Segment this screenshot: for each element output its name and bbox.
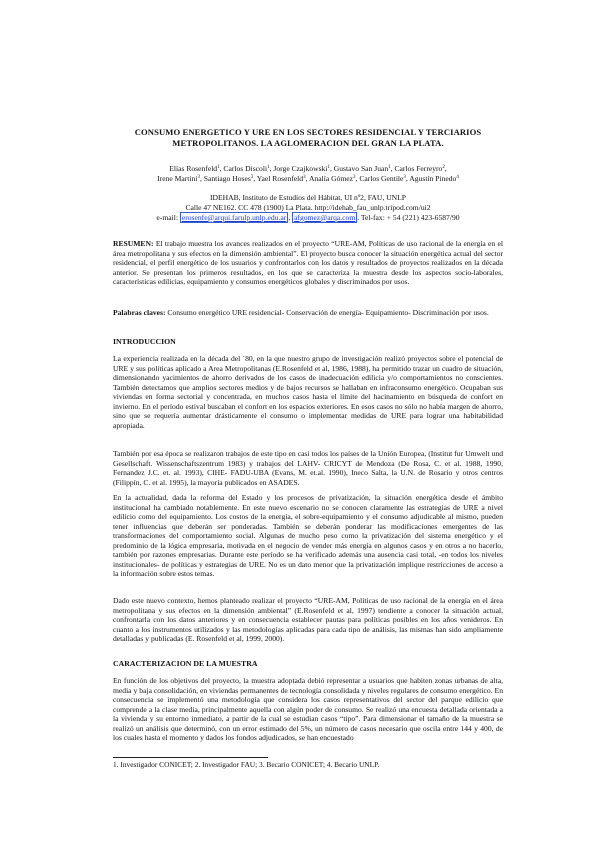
author: Agustín Pinedo (409, 173, 457, 183)
email-label: e-mail: (156, 212, 178, 222)
abstract-label: RESUMEN: (113, 239, 154, 248)
author: Irene Martini (157, 173, 198, 183)
author: Santiago Hoses (203, 173, 251, 183)
keywords-label: Palabras claves: (113, 308, 166, 317)
keywords-text: Consumo energético URE residencial- Conservación de energía- Equipamiento- Discriminación por usos. (167, 308, 489, 317)
keywords (113, 308, 503, 318)
author: Carlos Gentile (359, 173, 404, 183)
author: Gustavo San Juan (333, 164, 389, 173)
author-line-1: Elías Rosenfeld$^1$, Carlos Discoli$^1$, Jorge Czajkowski$^1$, Gustavo San Juan$^1$, Carlos Ferreyro$^2$, (169, 164, 447, 173)
author: Analía Gómez (308, 173, 354, 183)
intro-paragraph-2: También por esa época se realizaron trabajos de este tipo en casi todos los países de la Unión Europea, (Institut fur Umwelt und Gesellschaft. Wissenschaftszentrum 1983) y trabajos del LAHV- CRICYT de Mendoza (De Rosa, C. et al. 1988, 1990, Fernandez J.C. et. al. 1993), CIHE- FADU-UBA (Evans, M. et.al. 1990), Ineco Salta, la U.N. de Rosario y otros centros (Filippín, C. et al. 1995), la mayoría publicados en ASADES. (113, 449, 503, 487)
section-heading-introduccion: INTRODUCCION (113, 337, 176, 346)
author: Jorge Czajkowski (273, 164, 328, 173)
affiliation-line-1: IDEHAB, Instituto de Estudios del Hábitat, UI nº2, FAU, UNLP (209, 193, 407, 202)
intro-paragraph-3: En la actualidad, dada la reforma del Estado y los procesos de privatización, la situación energética desde el ámbito institucional ha cambiado notablemente. En este nuevo escenario no se conocen claramente las estrategias de URE a nivel edilicio como del equipamiento. Los costos de la energía, el sobre-equipamiento y el consumo adjudicable al mismo, pueden tener influencias que deberán ser ponderadas. También se deberán ponderar las modificaciones emergentes de las transformaciones del comportamiento social. Algunas de mucho peso como la privatización del sistema energético y el predominio de la lógica empresaria, motivada en el negocio de vender más energía en algunos casos y en otros a no hacerlo, también por razones empresarias. Durante este período se ha verificado además una ausencia casi total, -en todos los niveles institucionales- de políticas y estrategias de URE. No es un dato menor que la privatización implique restricciones de acceso a la información sobre estos temas. (113, 493, 503, 578)
author: Yael Rosenfeld (256, 173, 304, 183)
paper-title (113, 127, 503, 148)
intro-paragraph-1: La experiencia realizada en la década del ´80, en la que nuestro grupo de investigación realizó proyectos sobre el potencial de URE y sus políticas aplicado a Area Metropolitanas (E.Rosenfeld et al, 1986, 1988), ha permitido trazar un cuadro de situación, dimensionando yacimientos de ahorro derivados de los casos de inadecuación edilicia y/o comportamientos no conscientes. También detectamos que amplios sectores medios y de bajos recursos se hallaban en infraconsumo energético. Ocupaban sus viviendas en forma sectorial y concentrada, en muchos casos hasta el límite del hacinamiento en búsqueda de confort en invierno. En el período estival buscaban el confort en los espacios exteriores. En esos casos no sólo no había margen de ahorro, sino que se requería aumentar drásticamente el consumo o implementar medidas de URE para lograr una habitabilidad apropiada. (113, 354, 503, 430)
affiliation (113, 193, 503, 222)
author: Carlos Discoli (223, 164, 268, 173)
author: Carlos Ferreyro (394, 164, 443, 173)
abstract (113, 239, 503, 287)
carac-paragraph-1: En función de los objetivos del proyecto, la muestra adoptada debió representar a usuarios que habiten zonas urbanas de alta, media y baja consolidación, en viviendas permanentes de tecnología consolidada y niveles regulares de consumo energético. En consecuencia se implementó una metodología que considera los casos representativos del sector del parque edilicio que comprende a la clase media, principalmente aquella con algún poder de consumo. Se realizó una encuesta detallada orientada a la vivienda y su entorno inmediato, a partir de la cual se estudian casos “tipo”. Para dimensionar el tamaño de la muestra se realizó un análisis que determinó, con un error estimado del 5%, un número de casos necesario que oscila entre 144 y 400, de los cuales hasta el momento y dados los fondos adjudicados, se han encuestado (113, 676, 503, 742)
title-line-2: METROPOLITANOS. LA AGLOMERACION DEL GRAN LA PLATA. (172, 137, 444, 148)
title-line-1: CONSUMO ENERGETICO Y URE EN LOS SECTORES RESIDENCIAL Y TERCIARIOS (134, 127, 482, 137)
author-list (113, 164, 503, 184)
footnote-divider (113, 757, 268, 758)
contact-line: e-mail: erosenfe@arqui.farulp.unlp.edu.ar , afgomez@arqa.com . Tel-fax: + 54 (221) 423-6587/90 (156, 212, 460, 222)
footnote: 1. Investigador CONICET; 2. Investigador FAU; 3. Becario CONICET; 4. Becario UNLP. (113, 760, 380, 769)
author-line-2: Irene Martini$^3$, Santiago Hoses$^3$, Yael Rosenfeld$^3$, Analía Gómez$^3$, Carlos Gentile$^3$, Agustín Pinedo$^4$ (157, 173, 459, 183)
author: Elías Rosenfeld (169, 164, 218, 173)
section-heading-caracterizacion: CARACTERIZACION DE LA MUESTRA (113, 659, 258, 668)
intro-paragraph-4: Dado este nuevo contexto, hemos planteado realizar el proyecto “URE-AM, Políticas de uso racional de la energía en el área metropolitana y sus efectos en la dimensión ambiental” (E.Rosenfeld et al, 1997) tendiente a conocer la situación actual, confrontarla con los datos anteriores y en consecuencia establecer pautas para políticas posibles en los años venideros. En cuanto a los instrumentos utilizados y las metodologías aplicadas para cada tipo de análisis, las mismas han sido ampliamente detalladas y publicadas (E. Rosenfeld et al, 1999, 2000). (113, 596, 503, 643)
abstract-text: El trabajo muestra los avances realizados en el proyecto “URE-AM, Políticas de uso racional de la energía en el área metropolitana y sus efectos en la dimensión ambiental”. El proyecto busca conocer la situación energética actual del sector residencial, el perfil energético de los usuarios y confrontarlos con los datos y resultados de proyectos realizados en la década anterior. Se presentan los primeros resultados, en los que se caracteriza la muestra desde los aspectos socio-laborales, características edilicias, equipamiento y consumos energéticos globales y discriminados por usos. (113, 239, 503, 286)
telefax: . Tel-fax: + 54 (221) 423-6587/90 (357, 212, 460, 222)
affiliation-line-2: Calle 47 NE162. CC 478 (1900) La Plata. http://idehab_fau_unlp.tripod.com/ui2 (185, 202, 431, 212)
email-link-1[interactable]: erosenfe@arqui.farulp.unlp.edu.ar (181, 212, 287, 222)
email-link-2[interactable]: afgomez@arqa.com (294, 212, 356, 222)
